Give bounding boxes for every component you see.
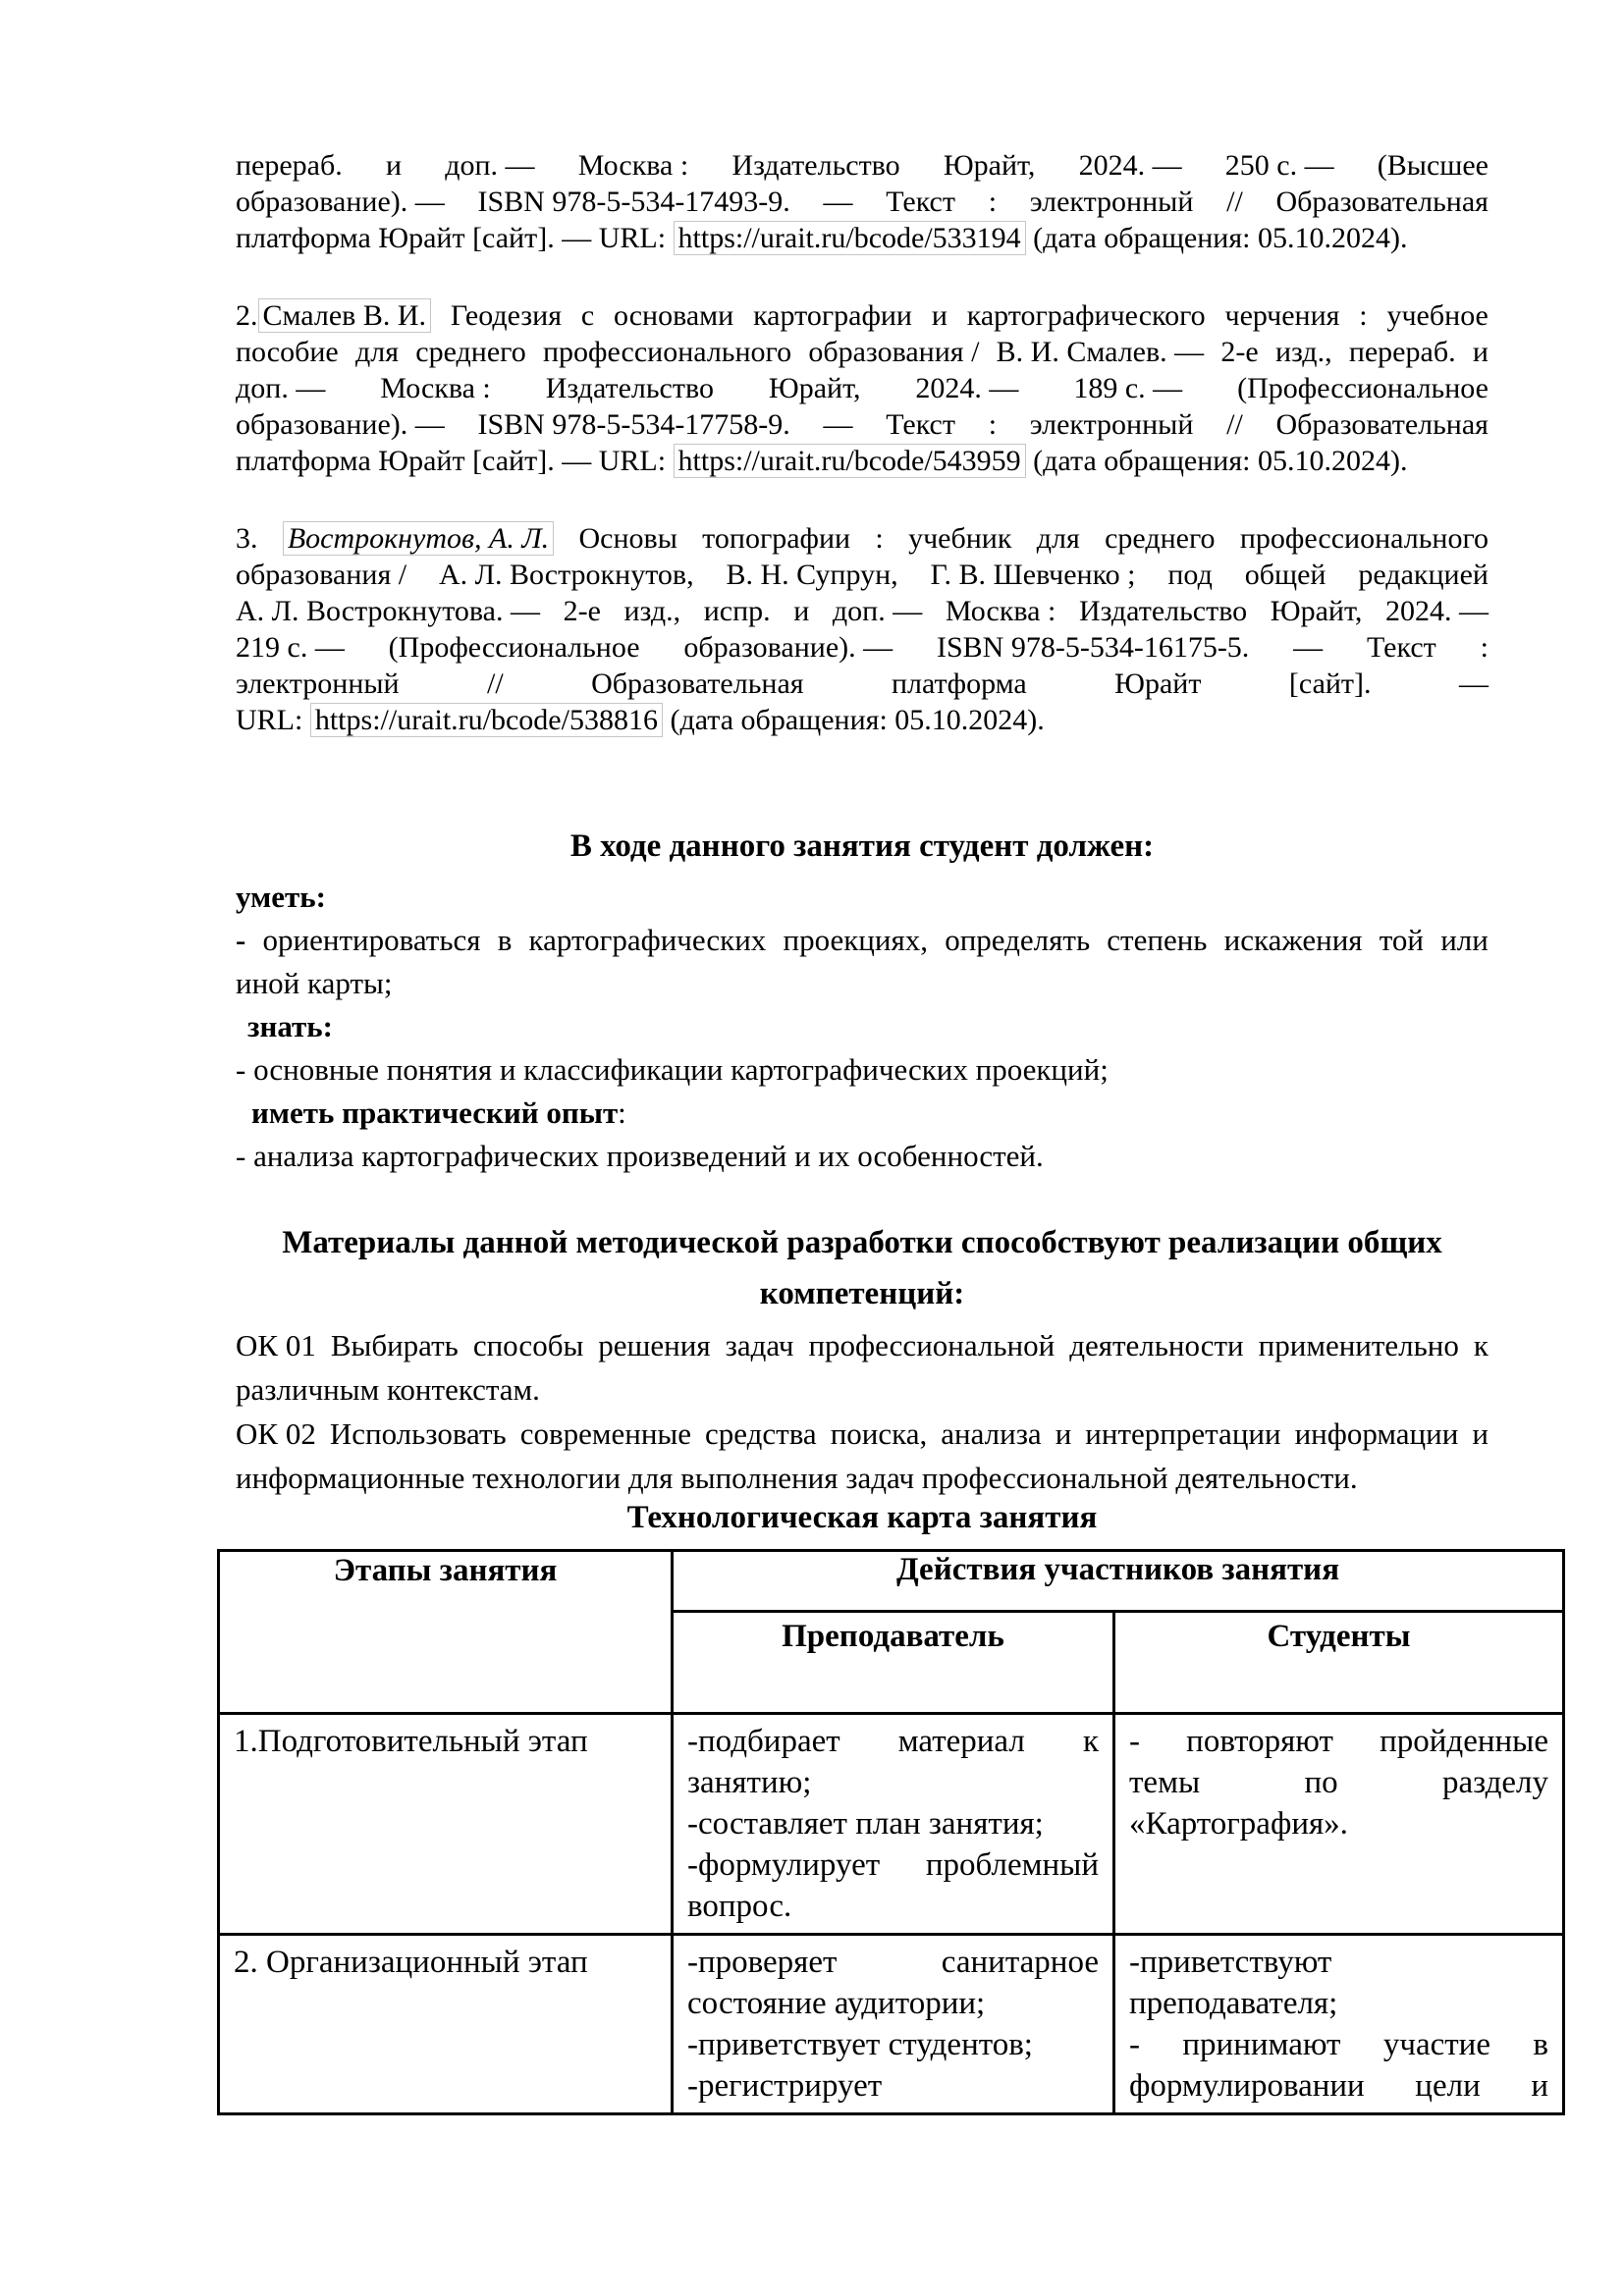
text-line [687,1942,1099,1983]
text-line [236,666,1489,702]
text-line [687,1803,1099,1844]
text-segment: поиска, [830,1416,928,1451]
text-line [236,919,1489,962]
text-line [236,147,1489,184]
text-segment: (Профессиональное [1237,372,1489,404]
text-segment: (Профессиональное [388,631,640,664]
text-segment: решения [598,1328,711,1362]
text-segment: общей [1244,559,1326,591]
text-segment: — [1458,667,1489,700]
text-segment: и [793,595,810,627]
text-line [236,443,1489,479]
text-line [1129,1803,1548,1844]
text-segment: доп. — [445,149,535,182]
text-segment: преподавателя; [1129,1986,1338,2021]
text-line [236,1135,1489,1178]
text-segment: пройденные [1380,1724,1548,1759]
text-segment: образования / [808,336,980,368]
text-segment: картографических [528,923,767,957]
text-segment: 189 с. — [1073,372,1183,404]
text-segment: разделу [1441,1765,1548,1800]
text-segment: - [1129,1724,1140,1759]
text-line [687,1983,1099,2024]
text-segment: (дата обращения: 05.10.2024). [1033,222,1408,254]
lesson-plan-table [217,1549,1565,2115]
text-segment: и [1472,1416,1489,1451]
text-line [236,557,1489,593]
students-actions-cell [1114,1714,1564,1935]
text-segment: задач [725,1328,794,1362]
text-segment: - основные понятия и классификации картографических проекций; [236,1052,1109,1087]
text-segment: А. Л. Вострокнутова. — [236,595,540,627]
text-segment: проблемный [925,1847,1099,1883]
text-segment: — [823,186,853,218]
text-segment: и [1472,336,1489,368]
text-segment: ISBN 978-5-534-16175-5. [937,631,1250,664]
text-segment: 219 с. — [236,631,345,664]
requirements-heading: В ходе данного занятия студент должен: [569,828,1155,864]
text-line [236,297,1489,334]
text-segment: Образовательная [1275,186,1489,218]
text-segment: различным контекстам. [236,1372,540,1407]
hyperlink-box[interactable]: https://urait.ru/bcode/533194 [674,221,1026,255]
text-segment: В. И. Смалев. — [996,336,1205,368]
text-line [687,1844,1099,1886]
text-segment: материал [897,1724,1025,1759]
text-segment: состояние аудитории; [687,1986,986,2021]
text-segment: применительно [1258,1328,1459,1362]
text-segment: Образовательная [1275,408,1489,441]
text-segment: [сайт]. [1288,667,1372,700]
text-line [687,1886,1099,1927]
text-segment: В. Н. Супрун, [726,559,898,591]
text-segment: информационные технологии для выполнения задач профессиональной деятельности. [236,1461,1358,1495]
text-segment: 2024. — [915,372,1019,404]
text-segment: - [236,923,246,957]
text-line [1129,2065,1548,2107]
text-segment: : [875,522,884,555]
text-segment: образование). — [683,631,893,664]
stage-cell [219,1935,673,2114]
text-segment: учебное [1386,299,1489,332]
text-segment: Юрайт [1114,667,1202,700]
text-segment: Г. В. Шевченко ; [930,559,1136,591]
text-segment: и [1531,2068,1548,2104]
text-segment: пособие [236,336,339,368]
text-segment: -проверяет [687,1945,838,1980]
text-segment: ориентироваться [262,923,481,957]
text-segment: средства [705,1416,817,1451]
text-segment: деятельности [1069,1328,1244,1362]
text-segment: определять [945,923,1091,957]
text-segment: для [355,336,400,368]
text-line [1129,1762,1548,1803]
text-line [687,1762,1099,1803]
hyperlink-box[interactable]: https://urait.ru/bcode/543959 [674,444,1026,478]
text-segment: -регистрирует [687,2068,883,2104]
text-segment: Геодезия [450,299,562,332]
text-line [236,1367,1489,1412]
text-segment: 2-е [1220,336,1259,368]
teacher-actions-cell [673,1935,1114,2114]
table-header-stages: Этапы занятия [219,1551,673,1714]
text-line [236,334,1489,370]
text-segment: участие [1382,2027,1490,2062]
text-segment: Юрайт, [943,149,1036,182]
text-segment: к [1473,1328,1489,1362]
text-segment: современные [519,1416,692,1451]
text-segment: Юрайт, [768,372,861,404]
text-line [687,1721,1099,1762]
text-segment: Выбирать [330,1328,459,1362]
text-segment: топографии [702,522,851,555]
text-segment: Текст [886,408,955,441]
text-line [1129,1942,1548,1983]
text-segment: картографического [966,299,1206,332]
text-segment: Образовательная [591,667,804,700]
text-segment: образования / [236,559,407,591]
text-segment: - анализа картографических произведений и их особенностей. [236,1139,1044,1173]
text-segment: -подбирает [687,1724,840,1759]
text-line [236,1048,1489,1092]
text-segment: ОК 02 [236,1416,316,1451]
hyperlink-box[interactable]: Вострокнутов, А. Л. [283,521,554,556]
text-segment: профессиональной [808,1328,1056,1362]
requirements-section [236,876,1489,1178]
text-segment: среднего [1105,522,1216,555]
text-segment: доп. — [236,372,326,404]
text-segment: перераб. [236,149,343,182]
text-segment: А. Л. Вострокнутов, [439,559,694,591]
stage-cell [219,1714,673,1935]
text-segment: 2024. — [1384,595,1489,627]
bibliography-entry [236,147,1489,256]
text-segment: Издательство [731,149,900,182]
text-segment: Текст [1367,631,1436,664]
text-segment: черчения [1224,299,1340,332]
text-segment: : [618,1095,626,1130]
text-line [236,220,1489,256]
table-header-actions: Действия участников занятия [673,1551,1564,1612]
text-segment: занятию; [687,1765,812,1800]
text-segment: в [1533,2027,1548,2062]
text-segment: иной карты; [236,966,393,1000]
text-line [687,2024,1099,2065]
text-segment: учебник [908,522,1012,555]
text-segment: -приветствуют [1129,1945,1332,1980]
text-segment: (Высшее [1377,149,1489,182]
text-segment: испр. [703,595,771,627]
text-segment: 2. [236,299,258,332]
text-line [236,1323,1489,1367]
text-segment: способы [472,1328,584,1362]
text-line [687,2065,1099,2107]
text-segment: изд., [1274,336,1332,368]
text-segment: искажения [1223,923,1363,957]
text-segment: повторяют [1186,1724,1333,1759]
text-segment: картографии [753,299,912,332]
text-segment: — [1293,631,1324,664]
text-segment: Основы [578,522,677,555]
text-segment: основами [613,299,734,332]
table-header-teacher: Преподаватель [673,1612,1114,1714]
text-line [236,593,1489,629]
text-line [236,1412,1489,1456]
text-segment: к [1082,1724,1099,1759]
text-segment: и [385,149,403,182]
text-segment: с [580,299,595,332]
text-segment: формулировании [1129,2068,1365,2104]
text-segment: анализа [941,1416,1042,1451]
text-segment: (дата обращения: 05.10.2024). [1033,445,1408,477]
text-segment: профессионального [1239,522,1489,555]
text-segment: санитарное [941,1945,1099,1980]
text-segment: ISBN 978-5-534-17493-9. [477,186,790,218]
text-segment: принимают [1182,2027,1341,2062]
hyperlink-box[interactable]: https://urait.ru/bcode/538816 [310,703,663,737]
text-segment: 2024. — [1078,149,1182,182]
text-segment: под [1167,559,1213,591]
text-segment: интерпретации [1085,1416,1281,1451]
text-line [236,629,1489,666]
text-segment: — [823,408,853,441]
text-segment: «Картография». [1129,1806,1348,1842]
text-segment: : [1480,631,1489,664]
text-segment: 2-е [563,595,601,627]
text-segment: платформа [891,667,1027,700]
text-segment: в [497,923,513,957]
text-line [236,184,1489,220]
text-segment: -приветствует студентов; [687,2027,1033,2062]
text-segment: электронный [1029,186,1194,218]
text-segment: знать: [247,1009,333,1043]
text-segment: редакцией [1358,559,1489,591]
text-segment: для [1036,522,1080,555]
text-segment: : [1359,299,1368,332]
text-segment: платформа Юрайт [сайт]. — URL: [236,445,667,477]
text-segment: Москва : [945,595,1056,627]
text-segment: и [1055,1416,1072,1451]
tech-map-heading: Технологическая карта занятия [626,1500,1098,1535]
text-segment: - [1129,2027,1140,2062]
table-row [219,1935,1564,2114]
text-segment: 1.Подготовительный этап [234,1724,588,1759]
text-line [236,702,1489,738]
text-segment: (дата обращения: 05.10.2024). [670,704,1045,736]
text-segment: 250 с. — [1224,149,1334,182]
text-segment: или [1440,923,1489,957]
competencies-heading [236,1217,1489,1319]
text-segment: Москва : [380,372,491,404]
text-segment: 2. Организационный этап [234,1945,588,1980]
text-segment: электронный [1029,408,1194,441]
text-line [1129,2024,1548,2065]
text-line [236,370,1489,406]
text-segment: иметь практический опыт [251,1095,619,1130]
bibliography-entry [236,520,1489,738]
text-line [1129,1983,1548,2024]
text-segment: Москва : [577,149,689,182]
text-line [234,1942,657,1983]
text-segment: Юрайт, [1270,595,1363,627]
text-segment: Использовать [329,1416,507,1451]
text-segment: 3. [236,522,258,555]
table-row [219,1714,1564,1935]
text-line [236,962,1489,1005]
text-segment: образование). — [236,186,445,218]
text-segment: Издательство [1078,595,1248,627]
text-segment: Текст [886,186,955,218]
text-segment: электронный [236,667,400,700]
text-segment: перераб. [1348,336,1456,368]
text-segment: и [931,299,947,332]
text-segment: // [487,667,504,700]
teacher-actions-cell [673,1714,1114,1935]
text-segment: цели [1415,2068,1481,2104]
text-line [234,1721,657,1762]
bibliography-entry [236,297,1489,479]
text-segment: -составляет план занятия; [687,1806,1044,1842]
hyperlink-box[interactable]: Смалев В. И. [258,298,432,333]
text-segment: степень [1107,923,1208,957]
text-segment: Издательство [545,372,714,404]
text-segment: уметь: [236,880,326,914]
text-line [1129,1721,1548,1762]
text-segment: среднего [415,336,526,368]
competencies-heading-line1: Материалы данной методической разработки способствуют реализации общих [282,1225,1442,1260]
text-segment: той [1379,923,1425,957]
text-segment: образование). — [236,408,445,441]
text-segment: ОК 01 [236,1328,316,1362]
bibliography-section [236,147,1489,738]
text-segment: доп. — [832,595,923,627]
text-segment: : [988,186,998,218]
text-segment: проекциях, [783,923,928,957]
table-header-students: Студенты [1114,1612,1564,1714]
text-segment: изд., [623,595,681,627]
text-segment: платформа Юрайт [сайт]. — URL: [236,222,667,254]
students-actions-cell [1114,1935,1564,2114]
text-segment: URL: [236,704,303,736]
text-segment: информации [1294,1416,1459,1451]
text-segment: профессионального [542,336,792,368]
text-segment: : [988,408,998,441]
text-segment: ISBN 978-5-534-17758-9. [477,408,790,441]
text-line [236,1092,1489,1135]
text-segment: // [1226,408,1243,441]
text-line [236,1456,1489,1500]
text-segment: темы [1129,1765,1201,1800]
text-line [236,406,1489,443]
text-line [236,1005,1489,1048]
text-line [236,876,1489,919]
text-segment: -формулирует [687,1847,881,1883]
text-segment: // [1226,186,1243,218]
text-segment: по [1304,1765,1338,1800]
text-segment: вопрос. [687,1889,792,1924]
competencies-section [236,1323,1489,1500]
text-line [236,520,1489,557]
competencies-heading-line2: компетенций: [759,1276,965,1311]
